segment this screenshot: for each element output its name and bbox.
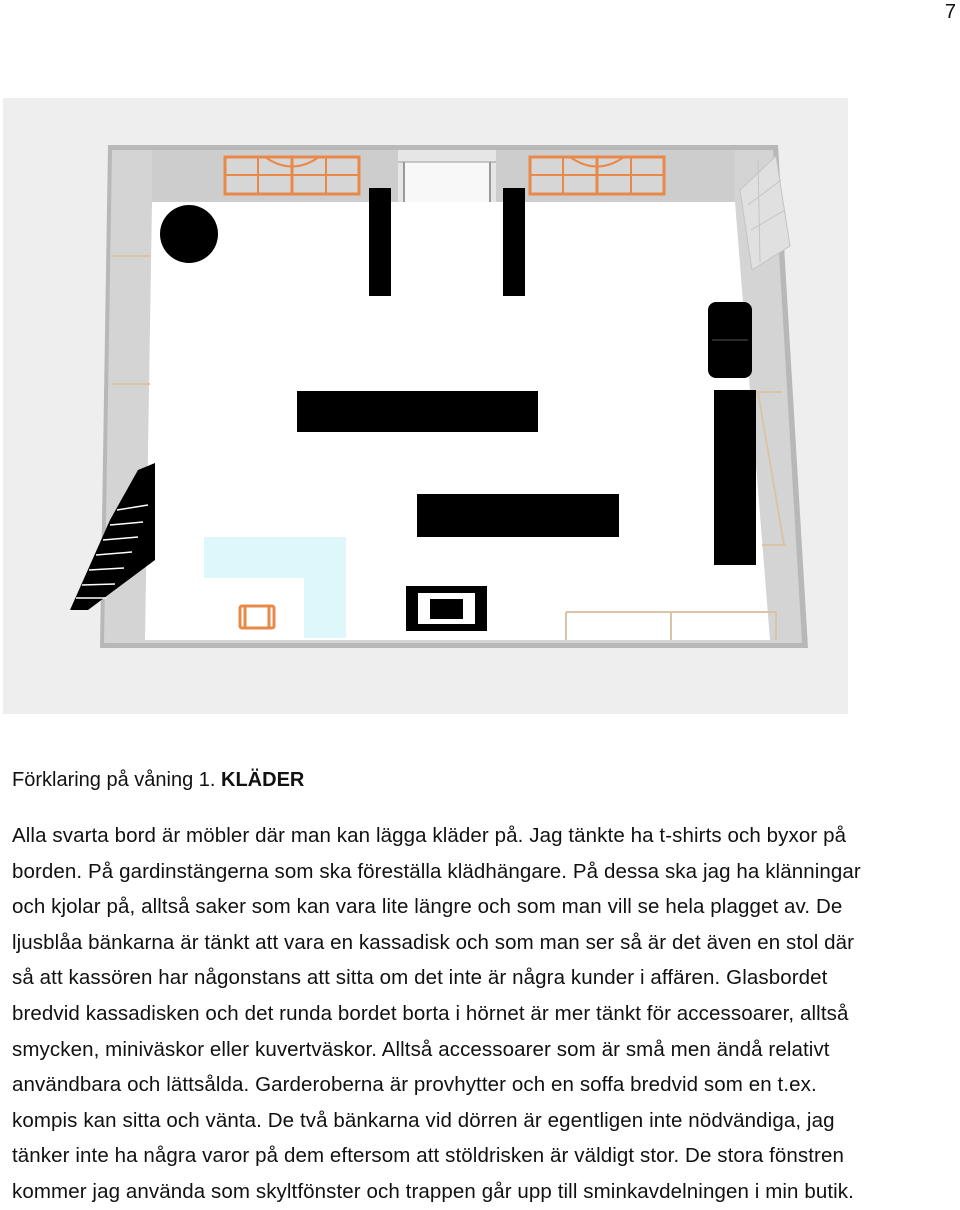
description-line: så att kassören har någonstans att sitta om det inte är några kunder i affären. Glasbordet	[12, 966, 828, 990]
description-line: kommer jag använda som skyltfönster och trappen går upp till sminkavdelningen i min butik.	[12, 1179, 854, 1203]
description-line: Alla svarta bord är möbler där man kan lägga kläder på. Jag tänkte ha t-shirts och byxor på	[12, 824, 847, 847]
window-right	[530, 157, 664, 194]
window-left	[225, 157, 359, 194]
description-line: tänker inte ha några varor på dem eftersom att stöldrisken är väldigt stor. De stora fönstren	[12, 1144, 844, 1168]
description-paragraph	[12, 818, 958, 1210]
center-table-lower	[417, 494, 619, 537]
description-line: och kjolar på, alltså saker som kan vara lite längre och som man vill se hela plagget av. De	[12, 895, 843, 919]
description-line: ljusblåa bänkarna är tänkt att vara en kassadisk och som man ser så är det även en stol där	[12, 930, 855, 954]
round-accessory-table	[160, 205, 218, 263]
description-line: borden. På gardinstängerna som ska föreställa klädhängare. På dessa ska jag ha klänningar	[12, 859, 861, 883]
description-line: smycken, miniväskor eller kuvertväskor. Alltså accessoarer som är små men ändå relativt	[12, 1037, 830, 1061]
caption	[12, 766, 952, 794]
bench-left-of-door	[369, 188, 391, 296]
entrance-door	[398, 150, 496, 202]
description-line: kompis kan sitta och vänta. De två bänkarna vid dörren är egentligen inte nödvändiga, jag	[12, 1108, 835, 1132]
page-number: 7	[944, 1, 956, 23]
right-wall-table	[714, 390, 756, 565]
bench-right-of-door	[503, 188, 525, 296]
caption-bold-title: KLÄDER	[221, 769, 305, 791]
description-line: användbara och lättsålda. Garderoberna är provhytter och en soffa bredvid som en t.ex.	[12, 1073, 817, 1097]
caption-prefix: Förklaring på våning 1.	[12, 769, 222, 791]
sofa	[708, 302, 752, 378]
description-line: bredvid kassadisken och det runda bordet borta i hörnet är mer tänkt för accessoarer, alltså	[12, 1001, 849, 1025]
glass-display-table	[406, 586, 487, 631]
center-table-upper	[297, 391, 538, 432]
